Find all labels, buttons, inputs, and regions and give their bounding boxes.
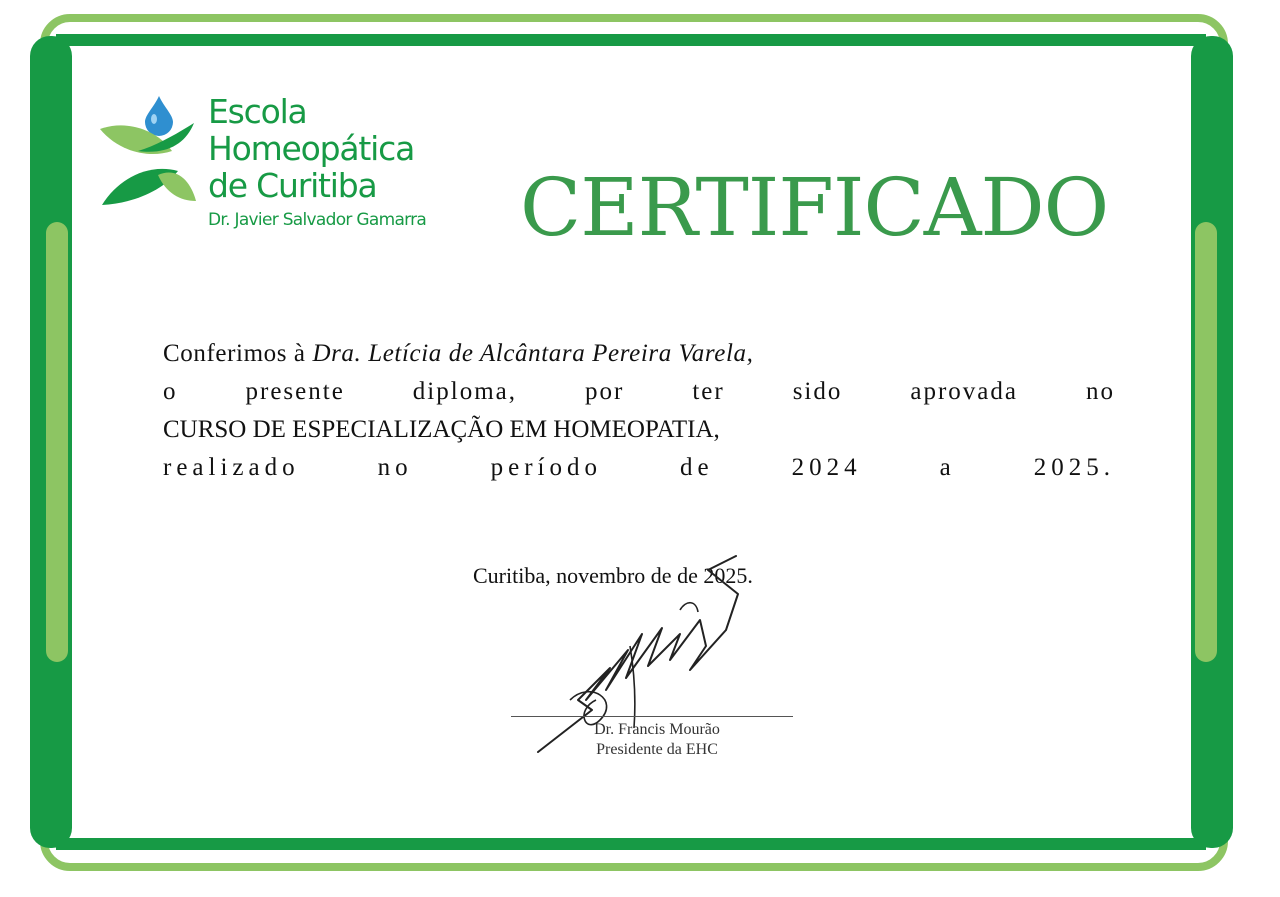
line4-word: no [377,454,413,481]
recipient-name: Dra. Letícia de Alcântara Pereira Varela, [312,340,754,367]
body-line-1 [163,335,1115,373]
place-date: Curitiba, novembro de de 2025. [473,563,753,588]
line2-word: aprovada [910,378,1018,405]
logo-subtitle: Dr. Javier Salvador Gamarra [208,210,427,230]
line4-word: 2024 [791,454,862,481]
body-line-4 [163,449,1115,487]
conferral-text: Conferimos à [163,340,306,367]
line4-word: período [490,454,602,481]
logo-line-3: de Curitiba [208,166,377,205]
signatory-role: Presidente da EHC [596,741,718,758]
line4-word: 2025. [1033,454,1115,481]
line4-word: realizado [163,454,300,481]
leaf-drop-icon [98,93,198,213]
certificate-title: CERTIFICADO [520,161,1109,254]
line4-word: de [679,454,714,481]
body-line-2 [163,373,1115,411]
signatory-block [511,720,803,760]
logo-line-2: Homeopática [208,129,415,168]
line2-word: presente [245,378,345,405]
logo-line-1: Escola [208,92,307,131]
line2-word: no [1086,378,1115,405]
line2-word: ter [692,378,725,405]
line2-word: diploma, [412,378,517,405]
line2-word: por [584,378,625,405]
line4-word: a [939,454,956,481]
line2-word: o [163,378,178,405]
signature-line [511,716,793,717]
school-logo [98,93,458,243]
line2-word: sido [792,378,843,405]
signatory-name: Dr. Francis Mourão [594,721,720,738]
body-line-3 [163,411,1115,449]
course-name: CURSO DE ESPECIALIZAÇÃO EM HOMEOPATIA, [163,416,720,443]
certificate-body [163,335,1115,487]
